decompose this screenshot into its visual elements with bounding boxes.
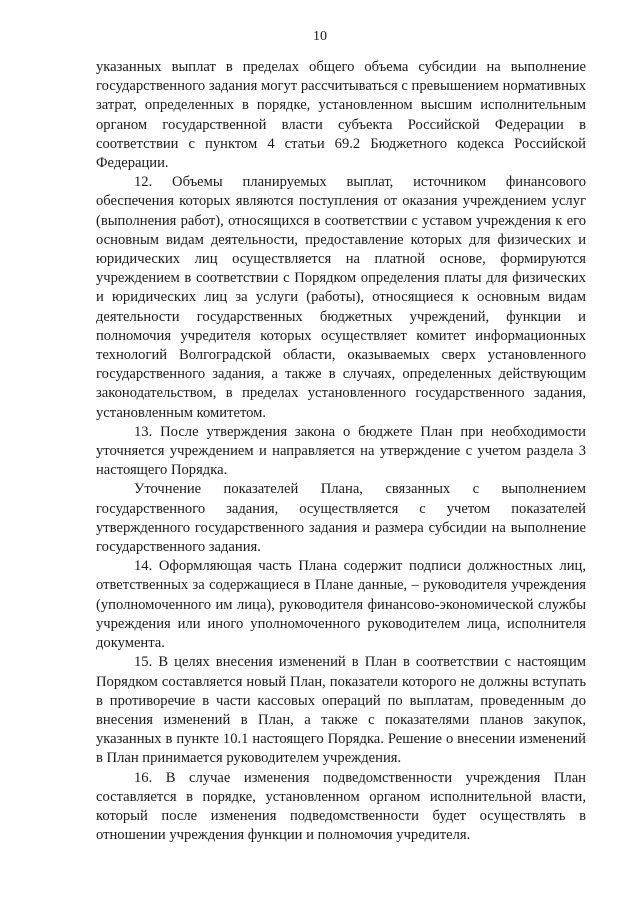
paragraph-continuation: указанных выплат в пределах общего объема субсидии на выполнение государственного задания могут рассчитываться с превышением нормативных затрат, определенных в порядке, установленном высшим исполнительным органом государственной власти субъекта Российской Федерации в соответствии с пунктом 4 статьи 69.2 Бюджетного кодекса Российской Федерации.	[96, 59, 586, 172]
paragraph-item-12: 12. Объемы планируемых выплат, источником финансового обеспечения которых являются поступления от оказания учреждением услуг (выполнения работ), относящихся в соответствии с уставом учреждения к его основным видам деятельности, предоставление которых для физических и юридических лиц осуществляется на платной основе, формируются учреждением в соответствии с Порядком определения платы для физических и юридических лиц за услуги (работы), относящиеся к основным видам деятельности государственных бюджетных учреждений, функции и полномочия учредителя которых осуществляет комитет информационных технологий Волгоградской области, оказываемых сверх установленного государственного задания, а также в случаях, определенных действующим законодательством, в пределах установленного государственного задания, установленным комитетом.	[96, 174, 586, 421]
paragraph-item-13: 13. После утверждения закона о бюджете План при необходимости уточняется учреждением и направляется на утверждение с учетом раздела 3 настоящего Порядка.	[96, 423, 586, 479]
paragraph-item-13-clarification: Уточнение показателей Плана, связанных с выполнением государственного задания, осуществляется с учетом показателей утвержденного государственного задания и размера субсидии на выполнение государственного задания.	[96, 481, 586, 556]
paragraph-item-14: 14. Оформляющая часть Плана содержит подписи должностных лиц, ответственных за содержащиеся в Плане данные, – руководителя учреждения (уполномоченного им лица), руководителя финансово-экономической службы учреждения или иного уполномоченного руководителем лица, исполнителя документа.	[96, 558, 586, 652]
paragraph-item-15: 15. В целях внесения изменений в План в соответствии с настоящим Порядком составляется новый План, показатели которого не должны вступать в противоречие в части кассовых операций по выплатам, проведенным до внесения изменений в План, а также с показателями планов закупок, указанных в пункте 10.1 настоящего Порядка. Решение о внесении изменений в План принимается руководителем учреждения.	[96, 654, 586, 767]
document-body	[96, 58, 586, 845]
page-number: 10	[313, 29, 327, 44]
paragraph-item-16: 16. В случае изменения подведомственности учреждения План составляется в порядке, установленном органом исполнительной власти, который после изменения подведомственности будет осуществлять в отношении учреждения функции и полномочия учредителя.	[96, 769, 586, 844]
